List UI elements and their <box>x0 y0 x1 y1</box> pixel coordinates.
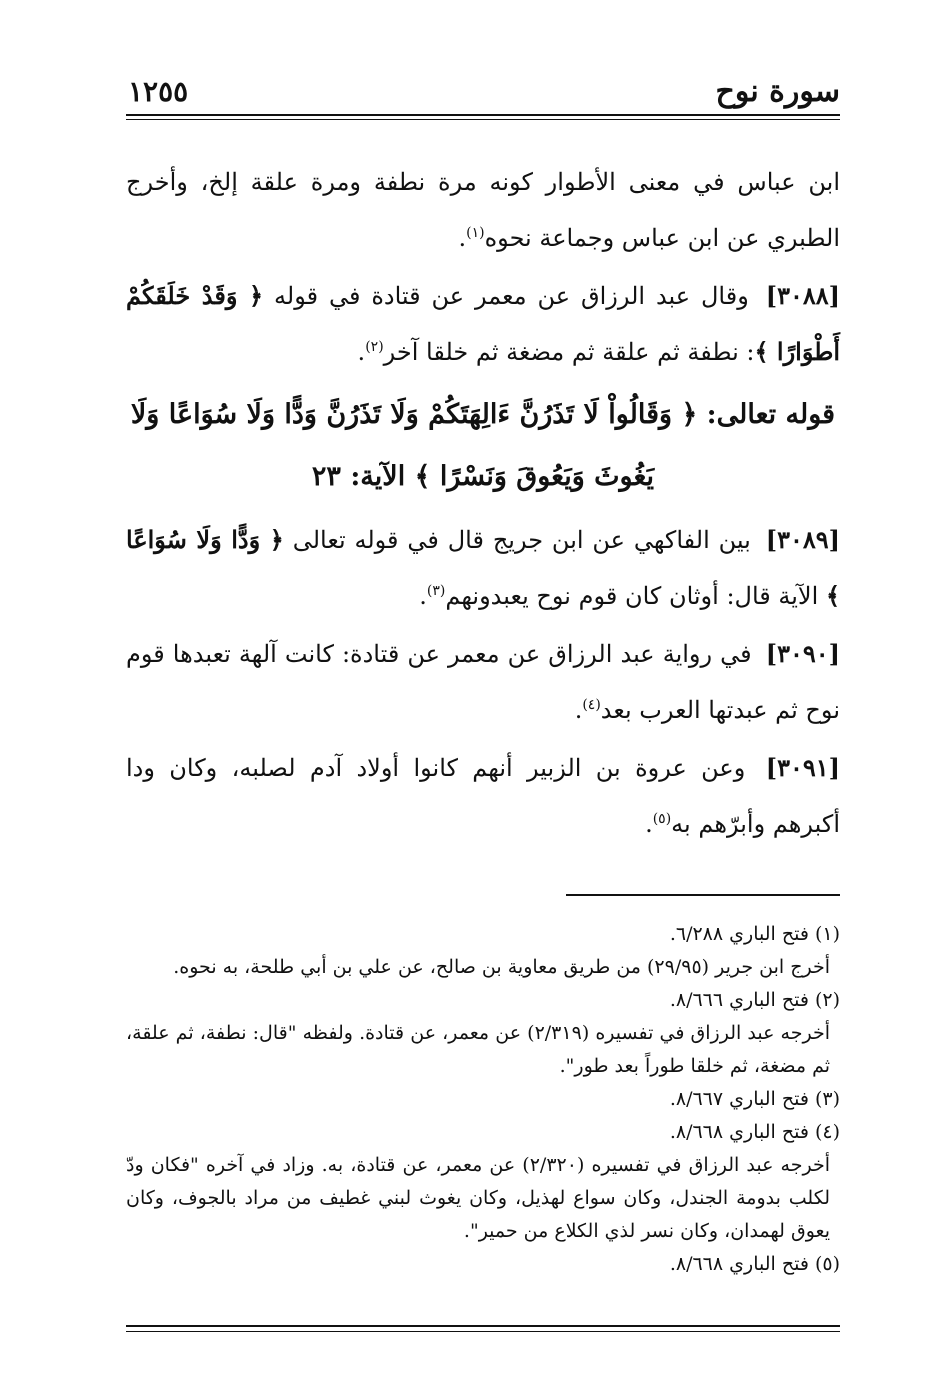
heading-suffix: الآية: ٢٣ <box>311 461 406 492</box>
paragraph-text: وعن عروة بن الزبير أنهم كانوا أولاد آدم لصلبه، وكان ودا أكبرهم وأبرّهم به <box>126 754 840 838</box>
footnote-ref: (٣) <box>426 583 446 599</box>
quran-quote: ﴿ وَقَدْ خَلَقَكُمْ أَطْوَارًا ﴾ <box>126 281 840 366</box>
paragraph-text: بين الفاكهي عن ابن جريج قال في قوله تعالى <box>292 526 751 554</box>
paragraph-text: : نطفة ثم علقة ثم مضغة ثم خلقا آخر <box>383 338 755 366</box>
bottom-rule <box>126 1325 840 1327</box>
paragraph-text: ابن عباس في معنى الأطوار كونه مرة نطفة ومرة علقة إلخ، وأخرج الطبري عن ابن عباس وجماعة نحوه <box>126 168 840 252</box>
heading-prefix: قوله تعالى: <box>706 399 836 430</box>
paragraph-end: . <box>574 696 583 724</box>
paragraph-text: وقال عبد الرزاق عن معمر عن قتادة في قوله <box>274 282 749 310</box>
paragraph-end: . <box>357 338 366 366</box>
footnote-line: (٢) فتح الباري ٨/٦٦٦. <box>669 989 840 1011</box>
paragraph-text: في رواية عبد الرزاق عن معمر عن قتادة: كانت آلهة تعبدها قوم نوح ثم عبدتها العرب بعد <box>126 640 840 724</box>
footnote-ref: (٤) <box>582 697 601 713</box>
page-header <box>126 70 840 116</box>
footnote-line: أخرجه عبد الرزاق في تفسيره (٢/٣١٩) عن معمر، عن قتادة. ولفظه "قال: نطفة، ثم علقة، ثم مضغة، ثم خلقا طوراً بعد طور". <box>126 1022 830 1077</box>
footnote-ref: (٥) <box>652 811 672 827</box>
heading-verse: ﴿ وَقَالُواْ لَا تَذَرُنَّ ءَالِهَتَكُمْ وَلَا تَذَرُنَّ وَدًّا وَلَا سُوَاعًا وَلَا يَغُوثَ وَيَعُوقَ وَنَسْرًا ﴾ <box>130 399 698 492</box>
surah-title: سورة نوح <box>715 74 840 109</box>
paragraph-end: . <box>645 810 653 838</box>
page-number: ١٢٥٥ <box>128 75 189 108</box>
footnote-line: أخرج ابن جرير (٢٩/٩٥) من طريق معاوية بن صالح، عن علي بن أبي طلحة، به نحوه. <box>173 956 830 978</box>
footnote-line: (٥) فتح الباري ٨/٦٦٨. <box>669 1253 840 1275</box>
paragraph-number: [٣٠٩٠] <box>765 639 840 668</box>
footnotes <box>126 918 840 1281</box>
footnote-line: (٣) فتح الباري ٨/٦٦٧. <box>669 1088 840 1110</box>
footnote-separator <box>566 894 840 896</box>
quran-quote: ﴿ وَدًّا وَلَا سُوَاعًا ﴾ <box>126 525 840 610</box>
paragraph-text: الآية قال: أوثان كان قوم نوح يعبدونهم <box>445 582 819 610</box>
paragraph-number: [٣٠٨٩] <box>765 525 840 554</box>
book-page <box>126 70 840 1281</box>
paragraph-3091 <box>126 740 840 852</box>
footnote-line: أخرجه عبد الرزاق في تفسيره (٢/٣٢٠) عن معمر، عن قتادة، به. وزاد في آخره "فكان ودّ لكلب بدومة الجندل، وكان سواع لهذيل، وكان يغوث لبني غطيف من مراد بالجوف، وكان يعوق لهمدان، وكان نسر لذي الكلاع من حمير". <box>126 1154 830 1242</box>
main-text <box>126 154 840 852</box>
footnote-ref: (٢) <box>365 339 384 355</box>
footnote-line: (١) فتح الباري ٦/٢٨٨. <box>669 923 840 945</box>
paragraph-3089 <box>126 512 840 624</box>
paragraph-continuation <box>126 154 840 266</box>
paragraph-number: [٣٠٨٨] <box>765 281 840 310</box>
verse-heading <box>126 384 840 508</box>
paragraph-3090 <box>126 626 840 738</box>
paragraph-number: [٣٠٩١] <box>765 753 840 782</box>
paragraph-end: . <box>419 582 427 610</box>
footnote-line: (٤) فتح الباري ٨/٦٦٨. <box>669 1121 840 1143</box>
paragraph-3088 <box>126 268 840 380</box>
footnote-ref: (١) <box>466 225 485 241</box>
paragraph-end: . <box>458 224 467 252</box>
